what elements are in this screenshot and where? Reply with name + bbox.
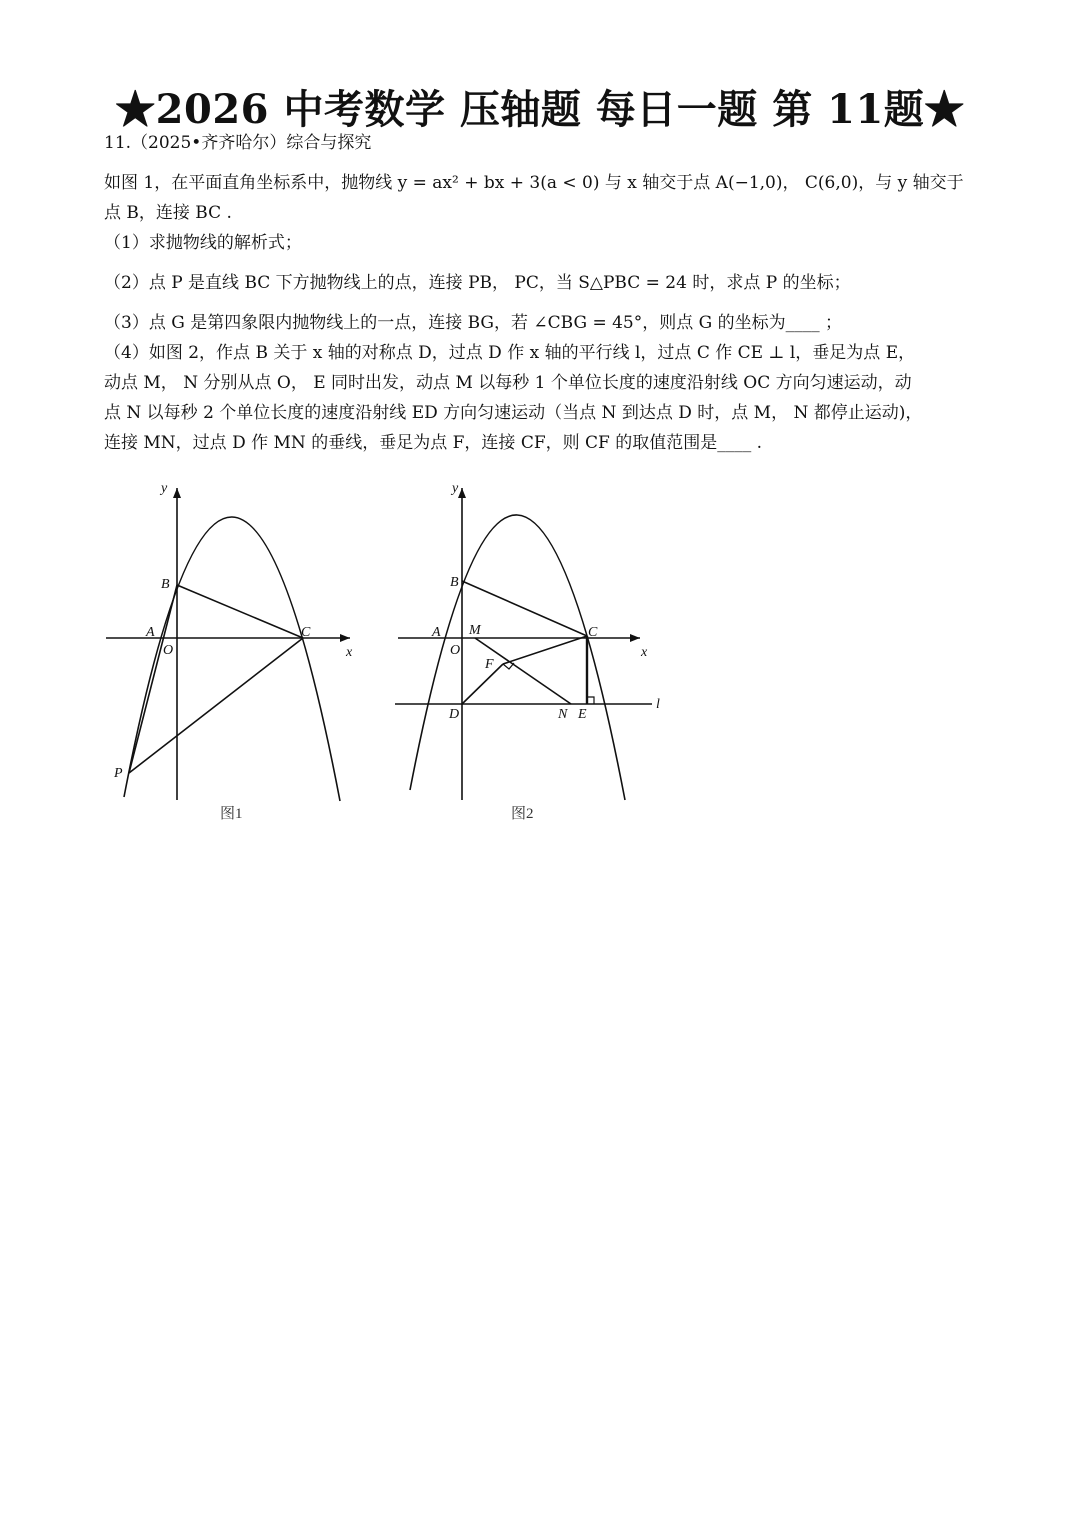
fig2-label-y: y <box>452 481 459 496</box>
problem-intro-line2: 点 B，连接 BC . <box>104 203 232 223</box>
fig1-label-O: O <box>163 643 174 658</box>
fig2-label-A: A <box>432 625 441 640</box>
fig2-label-D: D <box>449 707 460 722</box>
question-1: （1）求抛物线的解析式； <box>104 233 302 253</box>
fig1-label-y: y <box>161 481 168 496</box>
page-title: ★2026 中考数学 压轴题 每日一题 第 11题★ <box>115 86 965 133</box>
fig2-label-x: x <box>641 645 648 660</box>
fig1-parabola <box>124 517 340 801</box>
question-4-line4: 连接 MN，过点 D 作 MN 的垂线，垂足为点 F，连接 CF，则 CF 的取值范围是____ . <box>104 433 763 453</box>
figure-1 <box>106 488 350 801</box>
fig2-label-E: E <box>578 707 587 722</box>
fig1-x-arrow <box>340 634 350 642</box>
fig2-label-O: O <box>450 643 461 658</box>
figure-1-labels <box>113 481 353 781</box>
question-4-line3: 点 N 以每秒 2 个单位长度的速度沿射线 ED 方向匀速运动（当点 N 到达点 D 时，点 M， N 都停止运动)， <box>104 403 923 423</box>
question-2: （2）点 P 是直线 BC 下方抛物线上的点，连接 PB， PC，当 S△PBC = 24 时，求点 P 的坐标； <box>104 273 851 293</box>
problem-header: 11.（2025•齐齐哈尔）综合与探究 <box>104 133 372 153</box>
fig2-label-N: N <box>558 707 568 722</box>
fig1-label-B: B <box>161 577 170 592</box>
question-4-line2: 动点 M， N 分别从点 O， E 同时出发，动点 M 以每秒 1 个单位长度的速度沿射线 OC 方向匀速运动，动 <box>104 373 912 393</box>
figure-2 <box>395 488 652 800</box>
fig2-segment-BC <box>462 581 587 636</box>
figures <box>100 476 700 836</box>
fig1-y-arrow <box>173 488 181 498</box>
fig2-label-l: l <box>656 697 660 712</box>
fig1-label-A: A <box>146 625 155 640</box>
fig1-caption: 图1 <box>220 806 243 822</box>
fig2-segment-DF <box>462 664 503 704</box>
fig2-x-arrow <box>630 634 640 642</box>
problem-intro-line1: 如图 1，在平面直角坐标系中，抛物线 y = ax² + bx + 3(a < 0) 与 x 轴交于点 A(−1,0)， C(6,0)，与 y 轴交于 <box>104 173 964 193</box>
question-3: （3）点 G 是第四象限内抛物线上的一点，连接 BG，若 ∠CBG = 45°，则点 G 的坐标为____ ； <box>104 313 843 333</box>
fig1-segment-PB <box>129 585 177 773</box>
fig2-label-M: M <box>469 623 481 638</box>
fig1-segment-BC <box>177 585 303 638</box>
problem-body <box>104 128 984 458</box>
fig2-parabola <box>410 515 625 800</box>
fig2-label-B: B <box>450 575 459 590</box>
fig2-label-F: F <box>485 657 494 672</box>
fig1-label-P: P <box>114 766 123 781</box>
fig1-label-C: C <box>301 625 311 640</box>
fig2-y-arrow <box>458 488 466 498</box>
question-4-line1: （4）如图 2，作点 B 关于 x 轴的对称点 D，过点 D 作 x 轴的平行线 l，过点 C 作 CE ⊥ l，垂足为点 E， <box>104 343 916 363</box>
fig2-label-C: C <box>588 625 598 640</box>
fig2-segment-CF <box>503 636 587 664</box>
fig1-label-x: x <box>346 645 353 660</box>
fig2-caption: 图2 <box>511 806 534 822</box>
